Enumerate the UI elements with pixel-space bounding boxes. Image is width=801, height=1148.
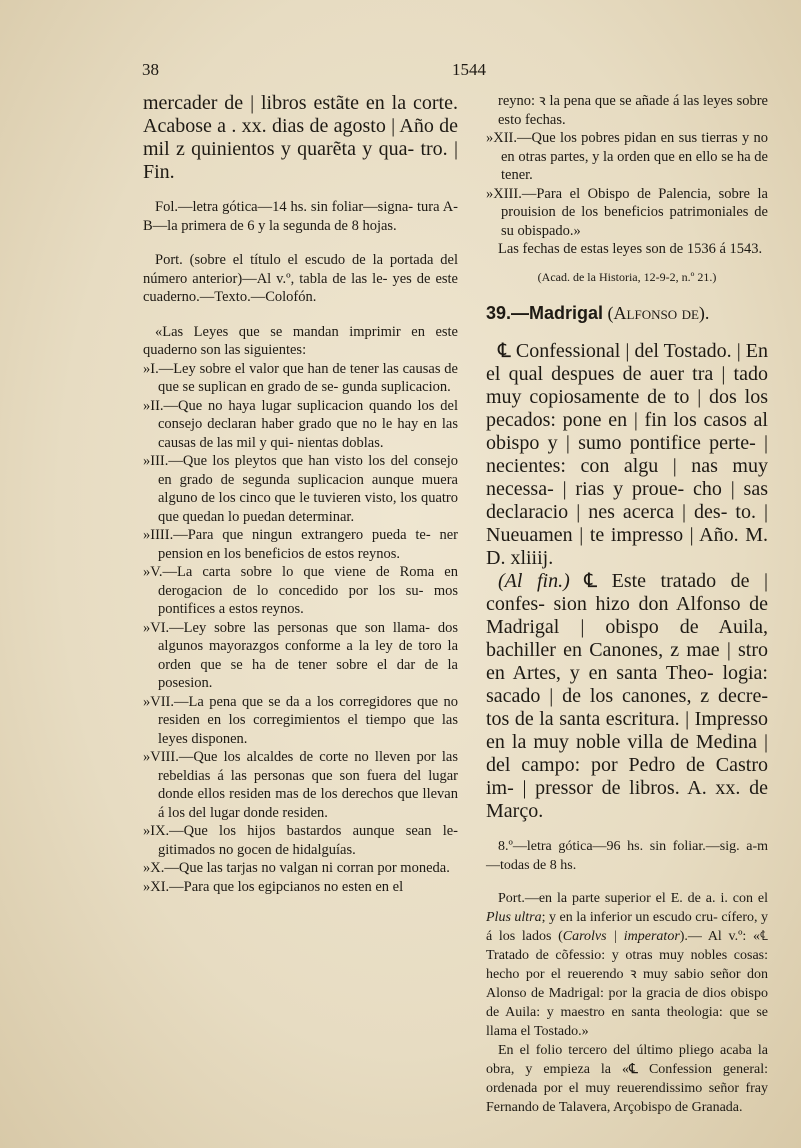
- law-item: »I.—Ley sobre el valor que han de tener las causas de que se suplican en grado de se- gunda suplicacion.: [143, 360, 458, 395]
- book-final-note: En el folio tercero del último pliego acaba la obra, y empieza la «℄ Confession general: ordenada por el muy reuerendissimo señor fray Fernando de Talavera, Arçobispo de Granada.: [486, 1042, 768, 1115]
- port-description: Port. (sobre el título el escudo de la portada del número anterior)—Al v.º, tabla de las le- yes de este cuaderno.—Texto.—Colofón.: [143, 252, 458, 305]
- law-item: »XI.—Para que los egipcianos no esten en el: [143, 878, 404, 895]
- law-item: »II.—Que no haya lugar suplicacion quando los del consejo declaran haber grado que no le hay en las causas de las mil y qui- nientas doblas.: [143, 397, 458, 451]
- law-item: »XII.—Que los pobres pidan en sus tierras y no en otras partes, y la orden que en ello se ha de tener.: [486, 130, 768, 183]
- law-item: »X.—Que las tarjas no valgan ni corran por moneda.: [143, 860, 450, 876]
- law-item: »V.—La carta sobre lo que viene de Roma en derogacion de lo concedido por los su- mos pontifices a estos reynos.: [143, 564, 458, 617]
- book-description: 8.º—letra gótica—96 hs. sin foliar.—sig. a-m —todas de 8 hs.: [486, 838, 768, 873]
- law-item: »III.—Que los pleytos que han visto los del consejo en grado de segunda suplicacion aunque muera alguno de los cinco que le tuvieren visto, los quatro que quedan lo puedan determinar.: [143, 453, 458, 525]
- bibliographic-description: Fol.—letra gótica—14 hs. sin foliar—signa- tura A-B—la primera de 6 y la segunda de 8 hojas.: [143, 199, 458, 234]
- law-item: »VII.—La pena que se da a los corregidores que no residen en los corregimientos el tiempo que las leyes disponen.: [143, 693, 458, 747]
- port-inscription: Carolvs | imperator: [562, 928, 680, 944]
- right-column: [486, 92, 768, 1117]
- law-dates: Las fechas de estas leyes son de 1536 á 1543.: [498, 241, 763, 257]
- entry-number: 39.—Madrigal: [486, 302, 604, 323]
- law-item: »XIII.—Para el Obispo de Palencia, sobre la prouision de los beneficios patrimoniales de su obispado.»: [486, 185, 768, 239]
- law-item: »VI.—Ley sobre las personas que son llama- dos algunos mayorazgos conforme a la ley de toro la orden que se ha de tener sobre el dar de la posesion.: [143, 619, 458, 691]
- colophon-text: mercader de | libros estãte en la corte. Acabose a . xx. dias de agosto | Año de mil z quinientos y quarẽta y qua- tro. | Fin.: [143, 92, 458, 183]
- port-text-a: Port.—en la parte superior el E. de a. i. con el: [498, 890, 768, 906]
- source-citation: (Acad. de la Historia, 12-9-2, n.º 21.): [537, 269, 717, 284]
- law-item: »IIII.—Para que ningun extrangero pueda te- ner pension en los beneficios de estos reynos.: [143, 527, 458, 562]
- page-number: 38: [142, 60, 159, 79]
- law-item: »IX.—Que los hijos bastardos aunque sean le- gitimados no gocen de hidalguías.: [143, 823, 458, 858]
- left-column: [143, 92, 458, 896]
- entry-heading: [486, 303, 768, 324]
- law-item: »VIII.—Que los alcaldes de corte no lleven por las rebeldias á las personas que son fuera del lugar donde ellos residen mas de los derechos que llevan á los del lugar donde residen.: [143, 749, 458, 821]
- port-text-b: ; y en la inferior un escudo cru- cífero, y á los lados: [486, 909, 768, 944]
- page-year-header: 1544: [452, 60, 486, 79]
- port-text-c: ).— Al v.º: «℄ Tratado de cõfessio: y otras muy nobles cosas: hecho por el reuerendo ꝛ muy sabio señor don Alonso de Madrigal: por la gracia de dios obispo de Auila: y maestro en santa theologia: que se llama el Tostado.»: [486, 928, 768, 1039]
- book-title: ℄ Confessional | del Tostado. | En el qual despues de auer tra | tado muy copiosamente de to | dos los pecados: pone en | fin los casos al obispo y | sumo pontifice perte- | necientes: con algu | nas muy necessa- | rias y proue- cho | sas declaracio | nes acerca | des- to. | Nueuamen | te impresso | Año. M. D. xliiij.: [486, 339, 768, 569]
- laws-intro: «Las Leyes que se mandan imprimir en este quaderno son las siguientes:: [143, 323, 458, 358]
- colophon-body: ℄ Este tratado de | confes- sion hizo don Alfonso de Madrigal | obispo de Auila, bachiller en Canones, z mae | stro en Artes, y en santa Theo- logia: sacado | de los canones, z decre- tos de la santa escritura. | Impresso en la muy noble villa de Medina | del campo: por Pedro de Castro im- | pressor de libros. A. xx. de Março.: [486, 569, 768, 822]
- port-motto: Plus ultra: [486, 909, 542, 925]
- book-colophon: [486, 570, 768, 823]
- law-continuation: reyno: ꝛ la pena que se añade á las leyes sobre esto fechas.: [498, 93, 768, 128]
- colophon-label: (Al fin.): [498, 569, 570, 592]
- book-port: Port.—en la parte superior el E. de a. i. con el Plus ultra; y en la inferior un escudo cru- cífero, y á los lados (Carolvs | imperator).— Al v.º: «℄ Tratado de cõfessio: y otras muy nobles cosas: hecho por el reuerendo ꝛ muy sabio señor don Alonso de Madrigal: por la gracia de dios obispo de Auila: y maestro en santa theologia: que se llama el Tostado.»: [486, 890, 768, 1039]
- entry-author: (Alfonso de).: [607, 302, 710, 323]
